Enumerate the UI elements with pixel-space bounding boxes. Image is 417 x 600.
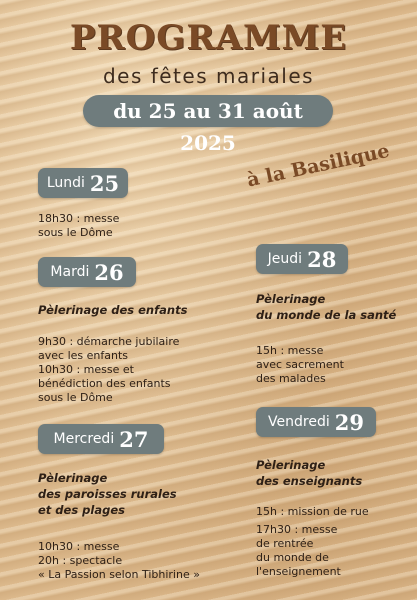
schedule-line: des malades (256, 372, 326, 385)
schedule-line: sous le Dôme (38, 391, 113, 404)
schedule-mardi (38, 335, 179, 405)
theme-mercredi (38, 470, 177, 518)
schedule-line: 9h30 : démarche jubilaire (38, 335, 180, 348)
day-badge-jeudi (256, 244, 348, 274)
day-name: Mardi (50, 264, 90, 280)
schedule-line: 10h30 : messe et (38, 363, 134, 376)
day-badge-mardi (38, 257, 136, 287)
schedule-mercredi (38, 540, 200, 582)
day-number: 27 (119, 426, 149, 452)
schedule-line: « La Passion selon Tibhirine » (38, 568, 200, 581)
schedule-line: 17h30 : messe (256, 523, 338, 536)
page-subtitle: des fêtes mariales (102, 64, 315, 88)
day-badge-vendredi (256, 407, 376, 437)
theme-line: des enseignants (256, 474, 363, 488)
day-number: 29 (334, 409, 364, 435)
day-badge-mercredi (38, 424, 164, 454)
theme-mardi: Pèlerinage des enfants (38, 303, 188, 317)
schedule-line: du monde de (256, 551, 329, 564)
schedule-line: 20h : spectacle (38, 554, 123, 567)
schedule-line: l'enseignement (256, 565, 341, 578)
day-number: 25 (89, 170, 120, 196)
day-name: Lundi (46, 175, 85, 191)
theme-line: Pèlerinage (256, 292, 326, 306)
page-title: PROGRAMME (69, 18, 348, 58)
theme-line: des paroisses rurales (38, 487, 177, 501)
theme-line: du monde de la santé (256, 308, 397, 322)
schedule-line: avec sacrement (256, 358, 344, 371)
theme-line: et des plages (38, 503, 125, 517)
theme-vendredi (256, 457, 362, 489)
schedule-line: 18h30 : messe (38, 212, 120, 225)
date-range-badge: du 25 au 31 août 2025 (83, 95, 333, 127)
day-number: 26 (94, 259, 124, 285)
schedule-line: sous le Dôme (38, 226, 113, 239)
day-name: Jeudi (267, 251, 303, 267)
schedule-line: de rentrée (256, 537, 314, 550)
theme-jeudi (256, 291, 396, 323)
schedule-line: 15h : mission de rue (256, 505, 369, 518)
schedule-line: 15h : messe (256, 344, 324, 357)
day-badge-lundi (38, 168, 128, 198)
theme-line: Pèlerinage (38, 471, 108, 485)
day-number: 28 (307, 246, 337, 272)
location-label: à la Basilique (245, 139, 392, 192)
schedule-lundi (38, 212, 119, 240)
schedule-vendredi (256, 505, 369, 579)
day-name: Mercredi (53, 431, 115, 447)
schedule-line: bénédiction des enfants (38, 377, 171, 390)
schedule-jeudi (256, 344, 344, 386)
schedule-line: 10h30 : messe (38, 540, 120, 553)
day-name: Vendredi (268, 414, 330, 430)
theme-line: Pèlerinage (256, 458, 326, 472)
schedule-line: avec les enfants (38, 349, 128, 362)
